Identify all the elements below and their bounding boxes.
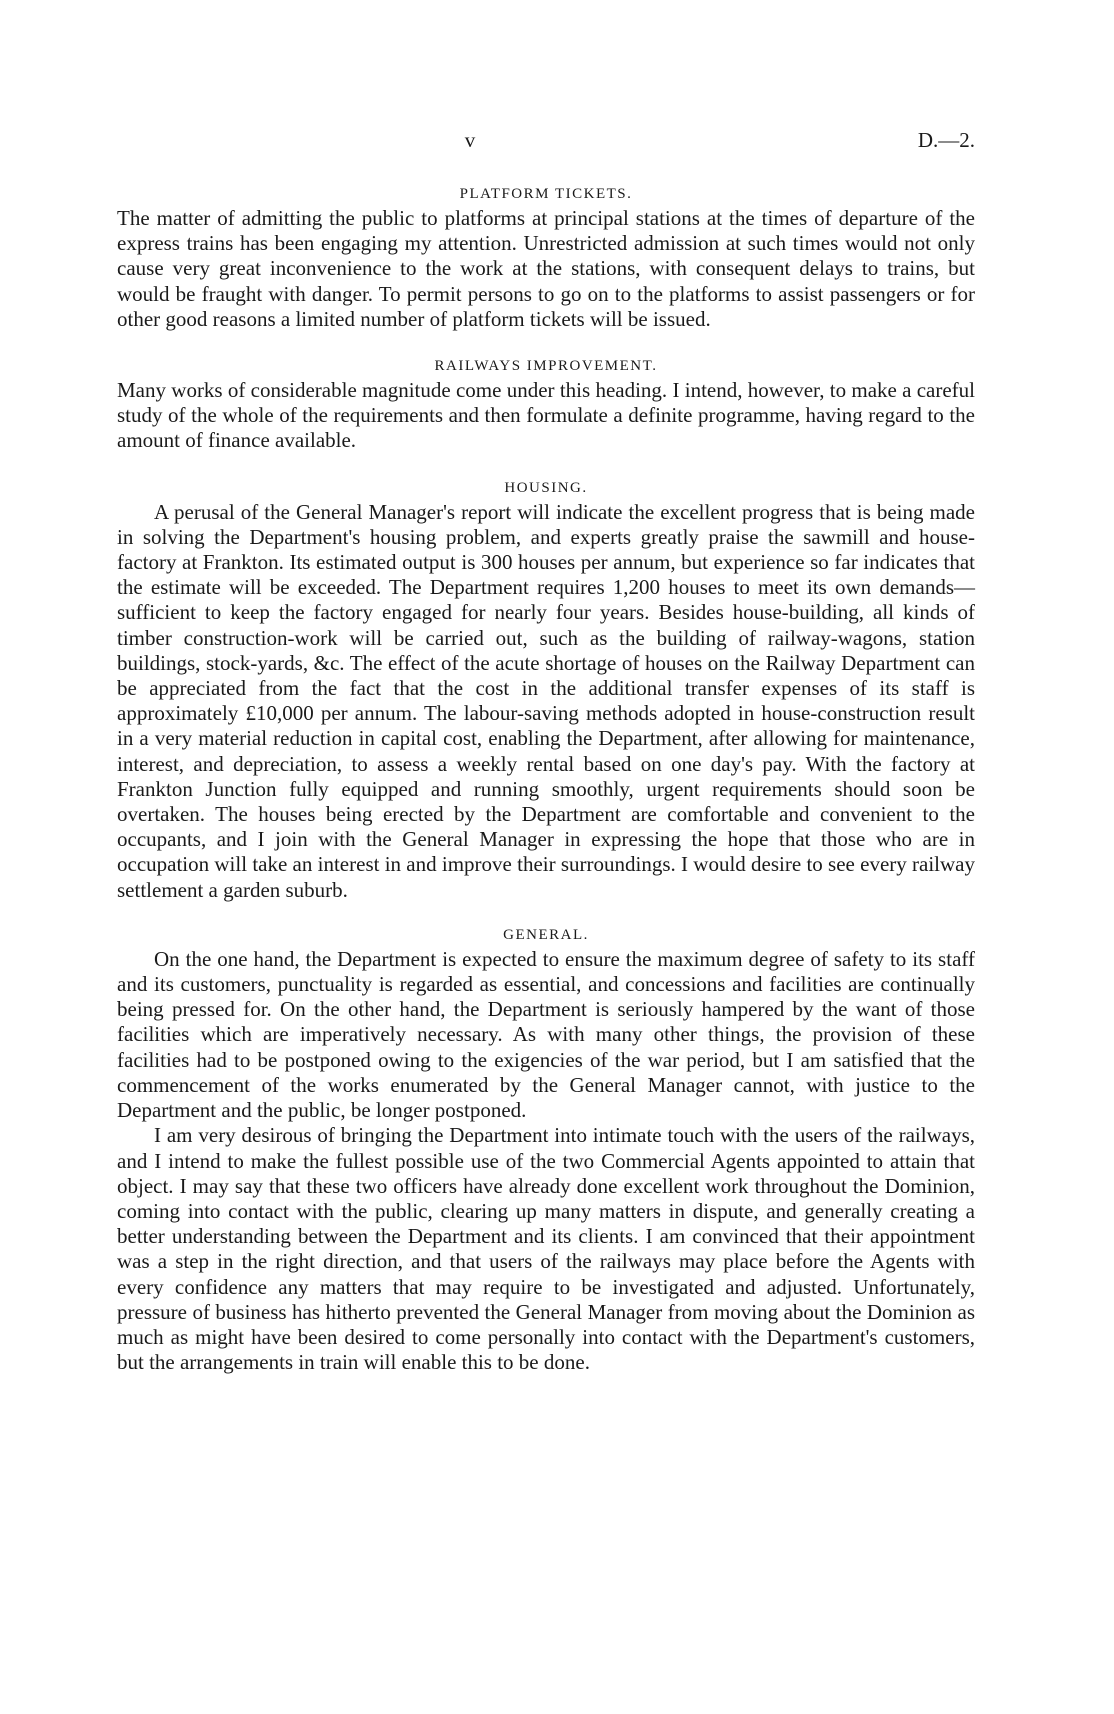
section-heading-housing: HOUSING. [504,479,588,496]
paragraph-railways-improvement: Many works of considerable magnitude come under this heading. I intend, however, to make a careful study of the whole of the requirements and then formulate a definite programme, having regard to the amount of finance available. [117,378,975,453]
section-heading-railways-improvement: RAILWAYS IMPROVEMENT. [434,358,658,375]
page-header [117,128,975,158]
document-reference: D.—2. [917,128,975,152]
paragraph-housing: A perusal of the General Manager's report will indicate the excellent progress that is being made in solving the Department's housing problem, and experts greatly praise the sawmill and house-factory at Frankton. Its estimated output is 300 houses per annum, but experience so far indicates that the estimate will be exceeded. The Department requires 1,200 houses to meet its own demands—sufficient to keep the factory engaged for nearly four years. Besides house-building, all kinds of timber construction-work will be carried out, such as the building of railway-wagons, station buildings, stock-yards, &c. The effect of the acute shortage of houses on the Railway Department can be appreciated from the fact that the cost in the additional transfer expenses of its staff is approximately £10,000 per annum. The labour-saving methods adopted in house-construction result in a very material reduction in capital cost, enabling the Department, after allowing for maintenance, interest, and depreciation, to assess a weekly rental based on one day's pay. With the factory at Frankton Junction fully equipped and running smoothly, urgent requirements should soon be overtaken. The houses being erected by the Department are comfortable and convenient to the occupants, and I join with the General Manager in expressing the hope that those who are in occupation will take an interest in and improve their surroundings. I would desire to see every railway settlement a garden suburb. [117,499,975,902]
paragraph-general-1: On the one hand, the Department is expected to ensure the maximum degree of safety to its staff and its customers, punctuality is regarded as essential, and concessions and facilities are continually being pressed for. On the other hand, the Department is seriously hampered by the want of those facilities which are imperatively necessary. As with many other things, the provision of these facilities had to be postponed owing to the exigencies of the war period, but I am satisfied that the commencement of the works enumerated by the General Manager cannot, with justice to the Department and the public, be longer postponed. [117,946,975,1123]
section-heading-general: GENERAL. [503,926,589,943]
document-body [117,182,975,1375]
section-heading-platform-tickets: PLATFORM TICKETS. [459,186,633,202]
paragraph-platform-tickets: The matter of admitting the public to platforms at principal stations at the times of departure of the express trains has been engaging my attention. Unrestricted admission at such times would not only cause very great inconvenience to the work at the stations, with consequent delays to trains, but would be fraught with danger. To permit persons to go on to the platforms to assist passengers or for other good reasons a limited number of platform tickets will be issued. [117,206,975,331]
page-number: v [464,128,476,152]
paragraph-general-2: I am very desirous of bringing the Department into intimate touch with the users of the railways, and I intend to make the fullest possible use of the two Commercial Agents appointed to attain that object. I may say that these two officers have already done excellent work throughout the Dominion, coming into contact with the public, clearing up many matters in dispute, and generally creating a better understanding between the Department and its clients. I am convinced that their appointment was a step in the right direction, and that users of the railways may place before the Agents with every confidence any matters that may require to be investigated and adjusted. Unfortunately, pressure of business has hitherto prevented the General Manager from moving about the Dominion as much as might have been desired to come personally into contact with the Department's customers, but the arrangements in train will enable this to be done. [117,1123,975,1375]
